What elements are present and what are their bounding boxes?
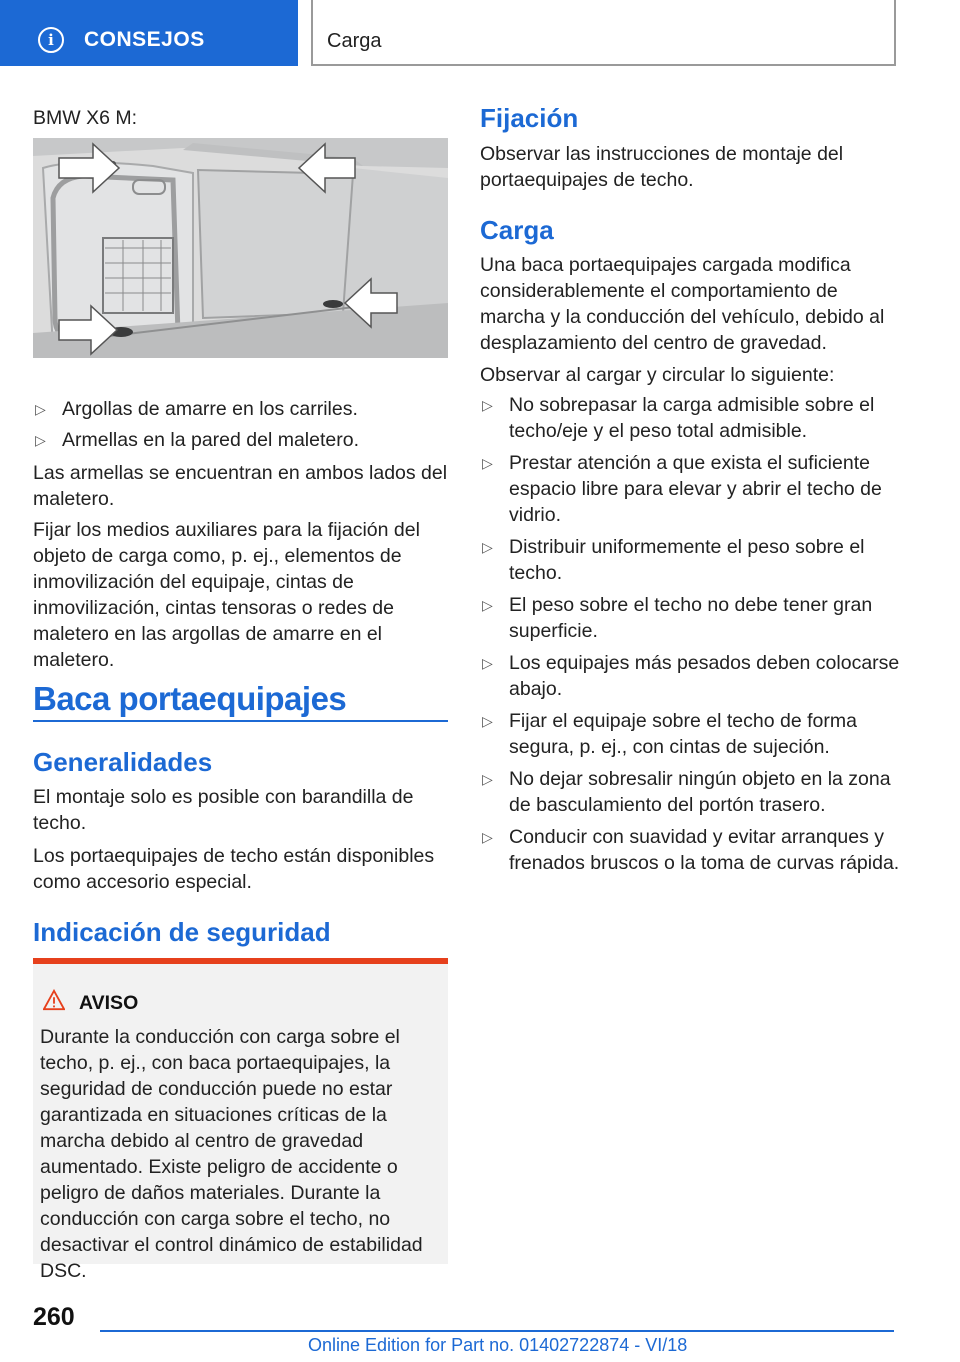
section-title: Carga — [327, 30, 382, 52]
list-item: ▷ Distribuir uniformemente el peso sobre el techo. — [482, 536, 865, 584]
chapter-tab-label: CONSEJOS — [84, 28, 205, 51]
warning-text: Durante la conducción con carga sobre el techo, p. ej., con baca portaequipajes, la seguridad de conducción puede no estar garantizada en situaciones críticas de la marcha debido al centro de gravedad aumentado. Existe peligro de accidente o peligro de daños materiales. Durante la conducción con carga sobre el techo, no desactivar el control dinámico de estabilidad DSC. — [40, 1026, 423, 1282]
page-header — [0, 0, 960, 66]
page-number: 260 — [33, 1303, 75, 1331]
info-icon: i — [38, 27, 64, 53]
lashing-bullets — [33, 396, 448, 458]
triangle-bullet-icon: ▷ — [482, 829, 493, 845]
heading-generalidades: Generalidades — [33, 747, 213, 777]
paragraph: Las armellas se encuentran en ambos lados del maletero. — [33, 462, 448, 510]
model-intro: BMW X6 M: — [33, 107, 138, 129]
triangle-bullet-icon: ▷ — [482, 597, 493, 613]
paragraph: Fijar los medios auxiliares para la fijación del objeto de carga como, p. ej., elementos de inmovilización del equipaje, cintas de inmovilización, cintas tensoras o redes de maletero en las argollas de amarre en el maletero. — [33, 519, 420, 671]
warning-triangle-icon — [43, 989, 65, 1011]
list-item: ▷ Argollas de amarre en los carriles. — [35, 398, 358, 420]
chapter-tab[interactable] — [0, 0, 298, 66]
list-item: ▷ Los equipajes más pesados deben colocarse abajo. — [482, 652, 900, 700]
list-item: ▷ No sobrepasar la carga admisible sobre el techo/eje y el peso total admisible. — [482, 394, 875, 442]
triangle-bullet-icon: ▷ — [482, 397, 493, 413]
paragraph: Los portaequipajes de techo están disponibles como accesorio especial. — [33, 845, 435, 893]
triangle-bullet-icon: ▷ — [482, 771, 493, 787]
heading-fijacion: Fijación — [480, 103, 579, 133]
triangle-bullet-icon: ▷ — [35, 432, 46, 448]
list-item: ▷ Armellas en la pared del maletero. — [35, 429, 359, 451]
list-item: ▷ El peso sobre el techo no debe tener gran superficie. — [482, 594, 873, 642]
footer-rule — [100, 1330, 894, 1332]
list-item: ▷ Conducir con suavidad y evitar arranques y frenados bruscos o la toma de curvas rápida. — [482, 826, 900, 874]
triangle-bullet-icon: ▷ — [35, 401, 46, 417]
heading-rule — [33, 720, 448, 722]
warning-box — [33, 958, 448, 1282]
list-item: ▷ No dejar sobresalir ningún objeto en la zona de basculamiento del portón trasero. — [482, 768, 891, 816]
heading-carga: Carga — [480, 215, 554, 245]
triangle-bullet-icon: ▷ — [482, 539, 493, 555]
list-item: ▷ Prestar atención a que exista el suficiente espacio libre para elevar y abrir el techo de vidrio. — [482, 452, 882, 526]
paragraph: Una baca portaequipajes cargada modifica considerablemente el comportamiento de marcha y la conducción del vehículo, debido al desplazamiento del centro de gravedad. — [480, 254, 885, 354]
list-item: ▷ Fijar el equipaje sobre el techo de forma segura, p. ej., con cintas de sujeción. — [482, 710, 857, 758]
load-rules-list — [480, 392, 900, 882]
triangle-bullet-icon: ▷ — [482, 655, 493, 671]
warning-title: AVISO — [79, 992, 139, 1014]
edition-note: Online Edition for Part no. 01402722874 - VI/18 — [308, 1335, 688, 1355]
triangle-bullet-icon: ▷ — [482, 455, 493, 471]
triangle-bullet-icon: ▷ — [482, 713, 493, 729]
trunk-lashing-points-illustration — [33, 138, 448, 358]
section-header — [311, 0, 896, 66]
paragraph: Observar al cargar y circular lo siguiente: — [480, 364, 835, 386]
heading-baca: Baca portaequipajes — [33, 680, 347, 717]
paragraph: Observar las instrucciones de montaje del portaequipajes de techo. — [480, 143, 844, 191]
heading-seguridad: Indicación de seguridad — [33, 917, 331, 947]
paragraph: El montaje solo es posible con barandilla de techo. — [33, 786, 414, 834]
